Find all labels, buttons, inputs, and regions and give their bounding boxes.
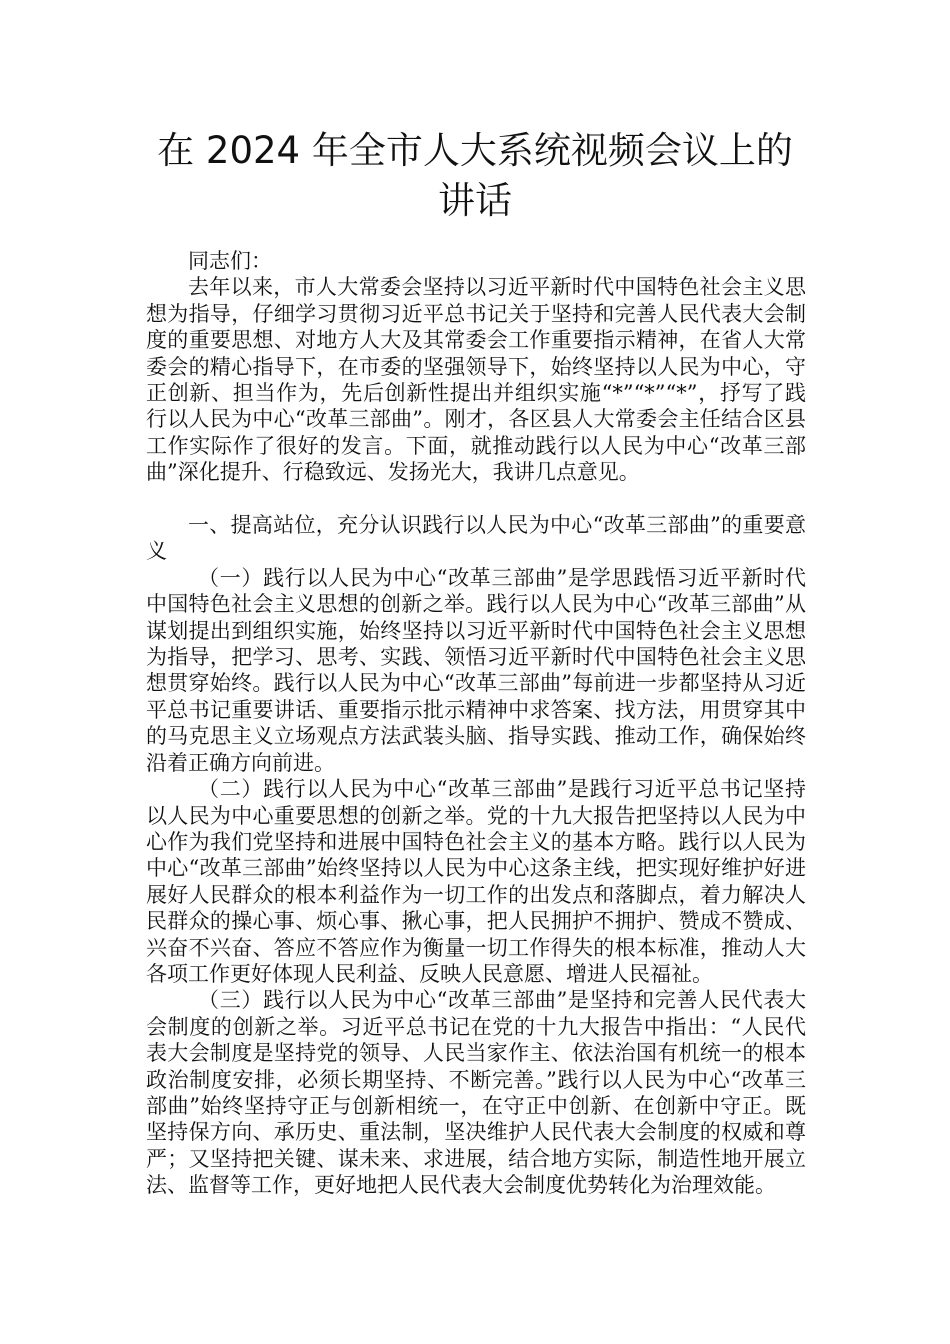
body-paragraph-2: （二）践行以人民为中心“改革三部曲”是践行习近平总书记坚持以人民为中心重要思想的创新之举。党的十九大报告把坚持以人民为中心作为我们党坚持和进展中国特色社会主义的基本方略。践行以人民为中心“改革三部曲”始终坚持以人民为中心这条主线，把实现好维护好进展好人民群众的根本利益作为一切工作的出发点和落脚点，着力解决人民群众的操心事、烦心事、揪心事，把人民拥护不拥护、赞成不赞成、兴奋不兴奋、答应不答应作为衡量一切工作得失的根本标准，推动人大各项工作更好体现人民利益、反映人民意愿、增进人民福祉。 (146, 777, 806, 986)
body-paragraph-3: （三）践行以人民为中心“改革三部曲”是坚持和完善人民代表大会制度的创新之举。习近平总书记在党的十九大报告中指出：“人民代表大会制度是坚持党的领导、人民当家作主、依法治国有机统一的根本政治制度安排，必须长期坚持、不断完善。”践行以人民为中心“改革三部曲”始终坚持守正与创新相统一，在守正中创新、在创新中守正。既坚持保方向、承历史、重法制，坚决维护人民代表大会制度的权威和尊严；又坚持把关键、谋未来、求进展，结合地方实际，制造性地开展立法、监督等工作，更好地把人民代表大会制度优势转化为治理效能。 (146, 988, 806, 1198)
document-title-line2: 讲话 (438, 179, 512, 222)
document-body (146, 248, 806, 1199)
body-paragraph-1: （一）践行以人民为中心“改革三部曲”是学思践悟习近平新时代中国特色社会主义思想的创新之举。践行以人民为中心“改革三部曲”从谋划提出到组织实施，始终坚持以习近平新时代中国特色社会主义思想为指导，把学习、思考、实践、领悟习近平新时代中国特色社会主义思想贯穿始终。践行以人民为中心“改革三部曲”每前进一步都坚持从习近平总书记重要讲话、重要指示批示精神中求答案、找方法，用贯穿其中的马克思主义立场观点方法武装头脑、指导实践、推动工作，确保始终沿着正确方向前进。 (146, 565, 806, 775)
paragraph-gap (146, 486, 806, 512)
salutation: 同志们： (188, 249, 272, 273)
section-heading: 一、提高站位，充分认识践行以人民为中心“改革三部曲”的重要意义 (146, 513, 806, 564)
intro-paragraph: 去年以来，市人大常委会坚持以习近平新时代中国特色社会主义思想为指导，仔细学习贯彻习近平总书记关于坚持和完善人民代表大会制度的重要思想、对地方人大及其常委会工作重要指示精神，在省人大常委会的精心指导下，在市委的坚强领导下，始终坚持以人民为中心，守正创新、担当作为，先后创新性提出并组织实施“*”“*”“*”，抒写了践行以人民为中心“改革三部曲”。刚才，各区县人大常委会主任结合区县工作实际作了很好的发言。下面，就推动践行以人民为中心“改革三部曲”深化提升、行稳致远、发扬光大，我讲几点意见。 (146, 275, 806, 485)
document-title-line1: 在 2024 年全市人大系统视频会议上的 (157, 129, 793, 172)
